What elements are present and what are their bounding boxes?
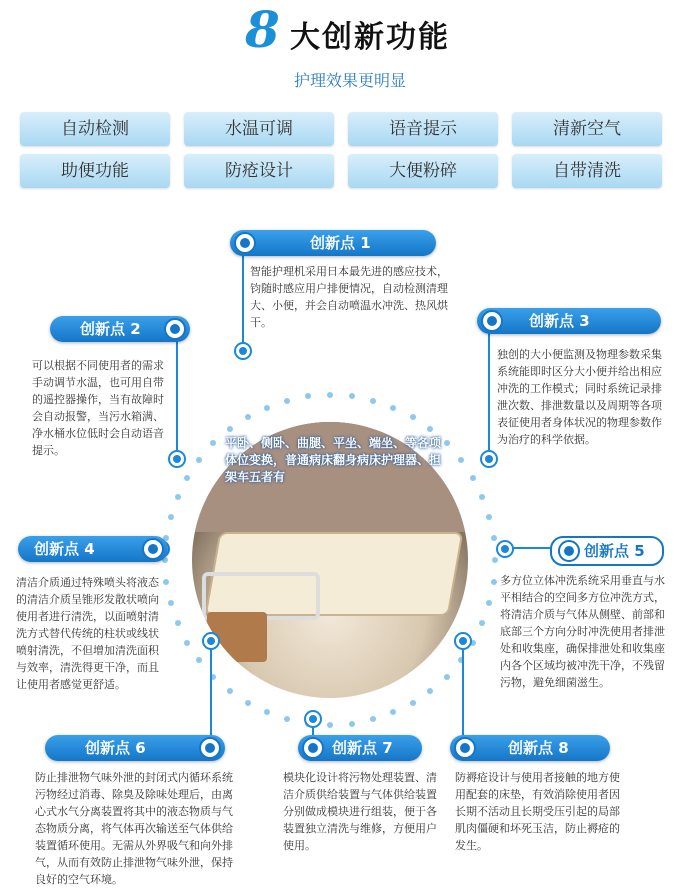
point-5-badge bbox=[550, 536, 664, 566]
feature-tile: 助便功能 bbox=[20, 154, 170, 188]
ring-dot bbox=[168, 600, 174, 606]
point-3-label: 创新点 3 bbox=[529, 312, 590, 330]
ring-dot bbox=[327, 722, 333, 728]
point-5-desc: 多方位立体冲洗系统采用垂直与水平相结合的空间多方位冲洗方式，将清洁介质与气体从侧壁、前部和底部三个方向分时冲洗使用者排泄处和收集座，确保排泄处和收集座内各个区域均被冲洗干净，不残留污物，避免细菌滋生。 bbox=[500, 574, 665, 689]
ring-dot bbox=[427, 688, 433, 694]
connector-line bbox=[510, 547, 550, 549]
ring-dot bbox=[470, 475, 476, 481]
point-8-label: 创新点 8 bbox=[508, 739, 569, 757]
connector-line bbox=[462, 640, 464, 740]
feature-tile: 自动检测 bbox=[20, 112, 170, 146]
ring-dot bbox=[284, 716, 290, 722]
ring-dot bbox=[410, 414, 416, 420]
bullet-icon bbox=[302, 737, 324, 759]
connector-line bbox=[488, 330, 490, 450]
point-6-label: 创新点 6 bbox=[85, 739, 146, 757]
bullet-icon bbox=[481, 310, 503, 332]
ring-dot bbox=[349, 393, 355, 399]
ring-dot bbox=[444, 674, 450, 680]
connector-node bbox=[454, 632, 472, 650]
ring-dot bbox=[305, 393, 311, 399]
point-4-badge bbox=[18, 536, 168, 562]
connector-node bbox=[202, 632, 220, 650]
point-2-badge bbox=[50, 316, 190, 342]
bullet-icon bbox=[199, 737, 221, 759]
ring-dot bbox=[227, 688, 233, 694]
connector-node bbox=[168, 450, 186, 468]
point-1-label: 创新点 1 bbox=[310, 234, 371, 252]
ring-dot bbox=[390, 709, 396, 715]
bullet-icon bbox=[558, 540, 580, 562]
ring-dot bbox=[196, 657, 202, 663]
connector-node bbox=[304, 710, 322, 728]
connector-line bbox=[210, 640, 212, 740]
point-3-desc: 独创的大小便监测及物理参数采集系统能即时区分大小便并给出相应冲洗的工作模式；同时系统记录排泄次数、排泄数量以及周期等各项表征使用者身体状况的物理参数作为治疗的科学依据。 bbox=[497, 348, 662, 446]
ring-dot bbox=[491, 535, 497, 541]
connector-line bbox=[176, 340, 178, 450]
point-4-desc: 清洁介质通过特殊喷头将液态的清洁介质呈锥形发散状喷向使用者进行清洗，以面喷射清洗方式替代传统的柱状或线状喷射清洗，不但增加清洗面积与效率，清洗得更干净，而且让使用者感觉更舒适。 bbox=[16, 576, 159, 691]
ring-dot bbox=[175, 620, 181, 626]
feature-tile: 防疮设计 bbox=[184, 154, 334, 188]
point-6-desc: 防止排泄物气味外泄的封闭式内循环系统污物经过消毒、除臭及除味处理后，由离心式水气分离装置将其中的液态物质与气态物质分离，将气体再次输送至气体供给装置循环使用。无需从外界吸气和向外排气，从而有效防止排泄物气味外泄，保持良好的空气环境。 bbox=[35, 771, 233, 886]
point-1-desc: 智能护理机采用日本最先进的感应技术，钧随时感应用户排便情况，自动检测清理大、小便，并会自动喷温水冲洗、热风烘干。 bbox=[250, 265, 448, 329]
ring-dot bbox=[486, 600, 492, 606]
ring-dot bbox=[264, 405, 270, 411]
ring-dot bbox=[175, 494, 181, 500]
ring-dot bbox=[349, 721, 355, 727]
photo-caption: 平卧、侧卧、曲腿、平坐、端坐、等各项体位变换，普通病床翻身病床护理器、担架车五者有 bbox=[225, 436, 442, 484]
ring-dot bbox=[370, 398, 376, 404]
ring-dot bbox=[410, 700, 416, 706]
ring-dot bbox=[390, 405, 396, 411]
bullet-icon bbox=[454, 737, 476, 759]
ring-dot bbox=[370, 716, 376, 722]
ring-dot bbox=[184, 640, 190, 646]
point-5-label: 创新点 5 bbox=[584, 542, 645, 560]
point-6-badge bbox=[45, 735, 225, 761]
feature-tile: 清新空气 bbox=[512, 112, 662, 146]
point-1-badge bbox=[230, 230, 436, 256]
ring-dot bbox=[479, 620, 485, 626]
connector-node bbox=[480, 450, 498, 468]
ring-dot bbox=[479, 494, 485, 500]
ring-dot bbox=[168, 514, 174, 520]
ring-dot bbox=[245, 700, 251, 706]
ring-dot bbox=[284, 398, 290, 404]
ring-dot bbox=[491, 579, 497, 585]
ring-dot bbox=[245, 414, 251, 420]
point-4-label: 创新点 4 bbox=[34, 540, 95, 558]
ring-dot bbox=[486, 514, 492, 520]
ring-dot bbox=[492, 557, 498, 563]
page-subtitle: 护理效果更明显 bbox=[293, 71, 406, 90]
ring-dot bbox=[327, 392, 333, 398]
point-7-label: 创新点 7 bbox=[332, 739, 393, 757]
point-7-desc: 模块化设计将污物处理装置、清洁介质供给装置与气体供给装置分别做成模块进行组装，便于各装置独立清洗与维修，方便用户使用。 bbox=[283, 771, 437, 852]
connector-line bbox=[242, 245, 244, 345]
point-3-badge bbox=[477, 308, 661, 334]
ring-dot bbox=[184, 475, 190, 481]
point-8-badge bbox=[450, 735, 610, 761]
point-8-desc: 防褥疮设计与使用者接触的地方使用配套的床垫，有效消除使用者因长期不活动且长期受压引起的局部肌肉僵硬和坏死玉洁，防止褥疮的发生。 bbox=[455, 771, 620, 852]
point-2-label: 创新点 2 bbox=[80, 320, 141, 338]
connector-node bbox=[496, 540, 514, 558]
bullet-icon bbox=[142, 538, 164, 560]
point-2-desc: 可以根据不同使用者的需求手动调节水温，也可用自带的遥控器操作，当有故障时会自动报警，当污水箱满、净水桶水位低时会自动语音提示。 bbox=[32, 359, 164, 457]
page-title: 大创新功能 bbox=[290, 20, 450, 55]
ring-dot bbox=[264, 709, 270, 715]
feature-tile: 大便粉碎 bbox=[348, 154, 498, 188]
feature-tile: 自带清洗 bbox=[512, 154, 662, 188]
bullet-icon bbox=[234, 232, 256, 254]
connector-node bbox=[234, 342, 252, 360]
feature-tile: 语音提示 bbox=[348, 112, 498, 146]
point-7-badge bbox=[298, 735, 422, 761]
bullet-icon bbox=[164, 318, 186, 340]
feature-tile: 水温可调 bbox=[184, 112, 334, 146]
title-number: 8 bbox=[245, 0, 280, 59]
